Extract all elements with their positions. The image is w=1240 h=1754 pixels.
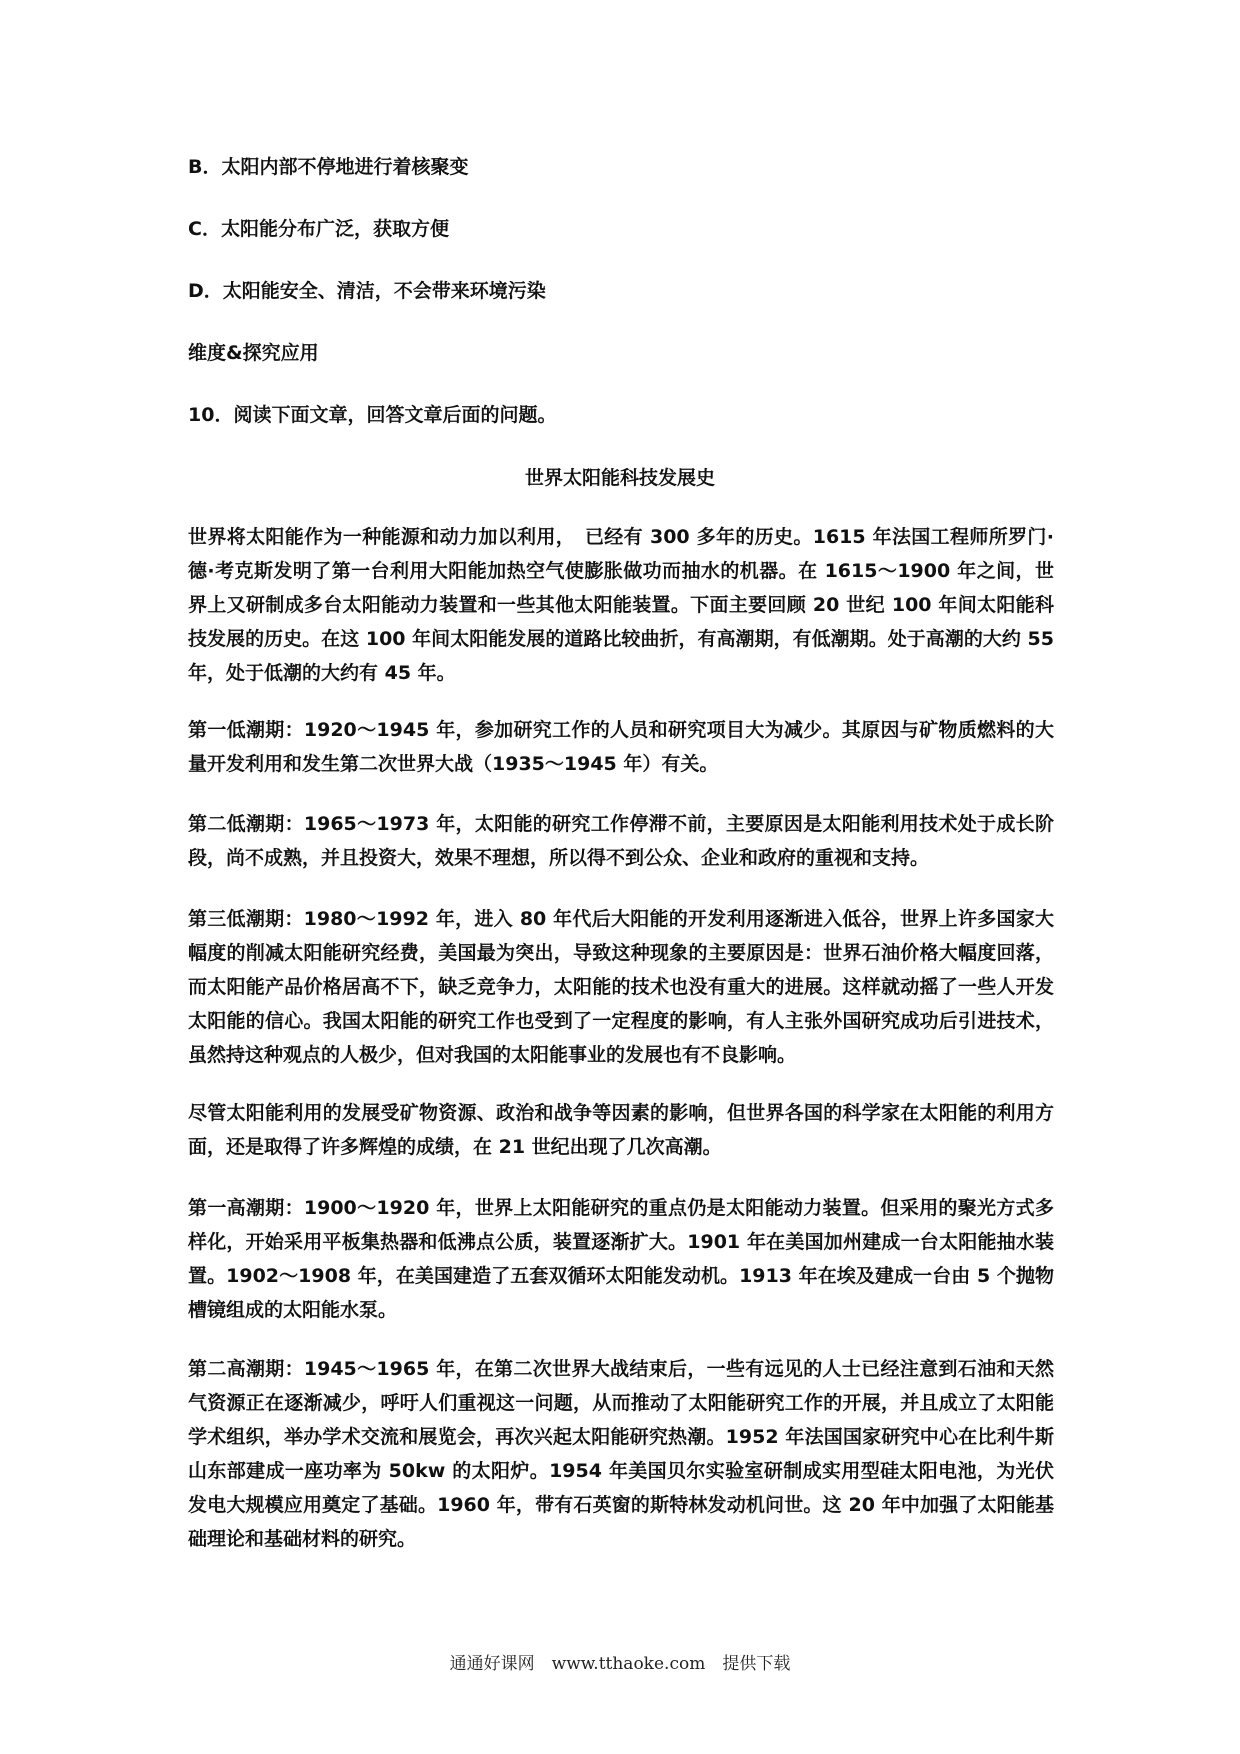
page-footer: 通通好课网 www.tthaoke.com 提供下载	[449, 1654, 791, 1674]
article-paragraph-second-high: 第二高潮期：1945～1965 年，在第二次世界大战结束后，一些有远见的人士已经注意到石油和天然气资源正在逐渐减少，呼吁人们重视这一问题，从而推动了太阳能研究工作的开展，并且成立了太阳能学术组织，举办学术交流和展览会，再次兴起太阳能研究热潮。1952 年法国国家研究中心在比利牛斯山东部建成一座功率为 50kw 的太阳炉。1954 年美国贝尔实验室研制成实用型硅太阳电池，为光伏发电大规模应用奠定了基础。1960 年，带有石英窗的斯特林发动机问世。这 20 年中加强了太阳能基础理论和基础材料的研究。	[188, 1358, 1054, 1550]
section-label: 维度&探究应用	[188, 342, 319, 364]
article-paragraph-third-low: 第三低潮期：1980～1992 年，进入 80 年代后大阳能的开发利用逐渐进入低谷，世界上许多国家大幅度的削减太阳能研究经费，美国最为突出，导致这种现象的主要原因是：世界石油价格大幅度回落，而太阳能产品价格居高不下，缺乏竞争力，太阳能的技术也没有重大的进展。这样就动摇了一些人开发太阳能的信心。我国太阳能的研究工作也受到了一定程度的影响，有人主张外国研究成功后引进技术，虽然持这种观点的人极少，但对我国的太阳能事业的发展也有不良影响。	[188, 908, 1054, 1066]
answer-option-b: B．太阳内部不停地进行着核聚变	[188, 156, 469, 178]
article-paragraph-intro: 世界将太阳能作为一种能源和动力加以利用， 已经有 300 多年的历史。1615 年法国工程师所罗门·德·考克斯发明了第一台利用大阳能加热空气使膨胀做功而抽水的机器。在 1615～1900 年之间，世界上又研制成多台太阳能动力装置和一些其他太阳能装置。下面主要回顾 20 世纪 100 年间太阳能科技发展的历史。在这 100 年间太阳能发展的道路比较曲折，有高潮期，有低潮期。处于高潮的大约 55 年，处于低潮的大约有 45 年。	[188, 526, 1054, 684]
article-paragraph-transition: 尽管太阳能利用的发展受矿物资源、政治和战争等因素的影响，但世界各国的科学家在太阳能的利用方面，还是取得了许多辉煌的成绩，在 21 世纪出现了几次高潮。	[188, 1102, 1054, 1158]
article-title: 世界太阳能科技发展史	[524, 467, 715, 489]
answer-option-c: C．太阳能分布广泛，获取方便	[188, 218, 449, 240]
answer-option-d: D．太阳能安全、清洁，不会带来环境污染	[188, 280, 546, 302]
article-paragraph-first-low: 第一低潮期：1920～1945 年，参加研究工作的人员和研究项目大为减少。其原因与矿物质燃料的大量开发利用和发生第二次世界大战（1935～1945 年）有关。	[188, 719, 1054, 775]
article-paragraph-first-high: 第一高潮期：1900～1920 年，世界上太阳能研究的重点仍是太阳能动力装置。但采用的聚光方式多样化，开始采用平板集热器和低沸点公质，装置逐渐扩大。1901 年在美国加州建成一台太阳能抽水装置。1902～1908 年，在美国建造了五套双循环太阳能发动机。1913 年在埃及建成一台由 5 个抛物槽镜组成的太阳能水泵。	[188, 1197, 1054, 1321]
question-prompt: 10．阅读下面文章，回答文章后面的问题。	[188, 404, 557, 426]
article-paragraph-second-low: 第二低潮期：1965～1973 年，太阳能的研究工作停滞不前，主要原因是太阳能利用技术处于成长阶段，尚不成熟，并且投资大，效果不理想，所以得不到公众、企业和政府的重视和支持。	[188, 813, 1054, 869]
